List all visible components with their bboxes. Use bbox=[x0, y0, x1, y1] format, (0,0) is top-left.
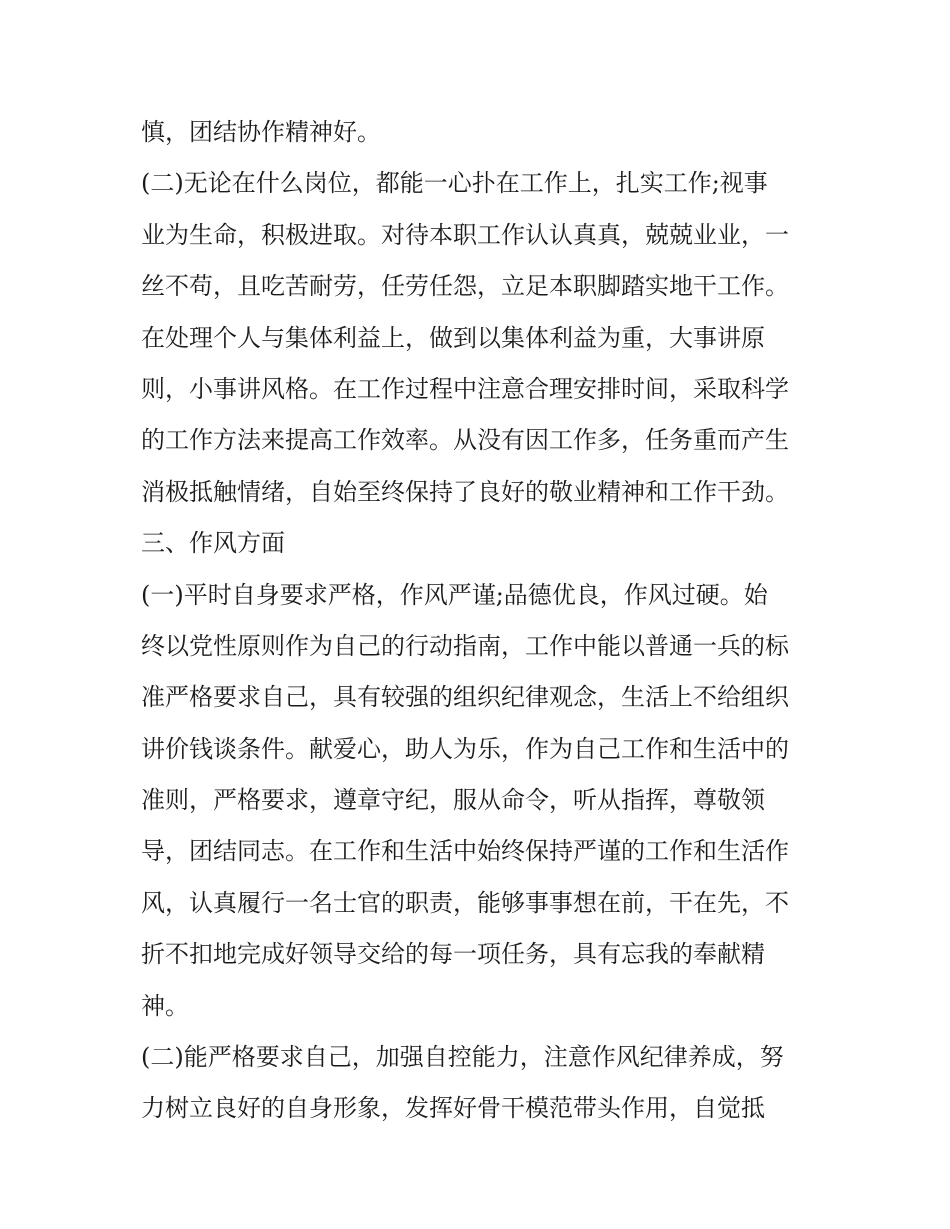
text-line: 业为生命，积极进取。对待本职工作认认真真，兢兢业业，一 bbox=[141, 220, 789, 249]
text-line: 折不扣地完成好领导交给的每一项任务，具有忘我的奉献精 bbox=[141, 940, 765, 969]
text-line: (二)能严格要求自己，加强自控能力，注意作风纪律养成，努 bbox=[141, 1043, 784, 1072]
text-line: 导，团结同志。在工作和生活中始终保持严谨的工作和生活作 bbox=[141, 837, 789, 866]
text-line: 丝不苟，且吃苦耐劳，任劳任怨，立足本职脚踏实地干工作。 bbox=[141, 272, 789, 301]
text-line: 消极抵触情绪，自始至终保持了良好的敬业精神和工作干劲。 bbox=[141, 477, 789, 506]
text-line: 风，认真履行一名士官的职责，能够事事想在前，干在先，不 bbox=[141, 888, 789, 917]
body-text bbox=[141, 107, 821, 1135]
text-line: (二)无论在什么岗位，都能一心扑在工作上，扎实工作;视事 bbox=[141, 169, 768, 198]
text-line: 则，小事讲风格。在工作过程中注意合理安排时间，采取科学 bbox=[141, 374, 789, 403]
text-line: 准严格要求自己，具有较强的组织纪律观念，生活上不给组织 bbox=[141, 683, 789, 712]
text-line: 力树立良好的自身形象，发挥好骨干模范带头作用，自觉抵 bbox=[141, 1094, 765, 1123]
text-line: 准则，严格要求，遵章守纪，服从命令，听从指挥，尊敬领 bbox=[141, 786, 765, 815]
text-line: 在处理个人与集体利益上，做到以集体利益为重，大事讲原 bbox=[141, 323, 765, 352]
section-heading: 三、作风方面 bbox=[141, 529, 285, 558]
text-line: 的工作方法来提高工作效率。从没有因工作多，任务重而产生 bbox=[141, 426, 789, 455]
text-line: 终以党性原则作为自己的行动指南，工作中能以普通一兵的标 bbox=[141, 631, 789, 660]
text-line: 神。 bbox=[141, 991, 189, 1020]
text-line: 慎，团结协作精神好。 bbox=[141, 118, 381, 146]
text-line: 讲价钱谈条件。献爱心，助人为乐，作为自己工作和生活中的 bbox=[141, 734, 789, 763]
text-line: (一)平时自身要求严格，作风严谨;品德优良，作风过硬。始 bbox=[141, 580, 768, 609]
